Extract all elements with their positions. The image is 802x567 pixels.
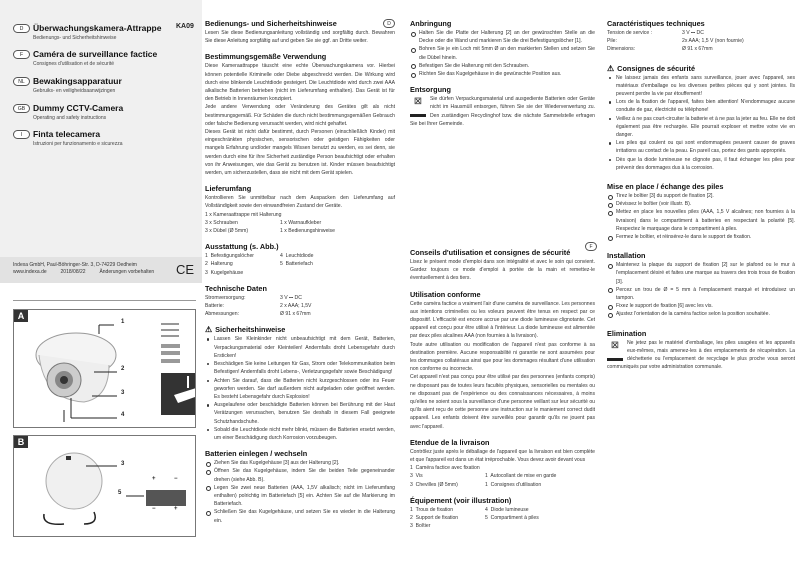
paragraph: Dieses Gerät ist nicht dafür bestimmt, durch Personen (einschließlich Kinder) mit eingeschränkten physischen, sensorischen oder geistigen Fähigkeiten oder mangels Erfahrung und/oder mangels Wissen benutzt zu werden, es sei denn, sie werden durch eine für ihre Sicherheit zuständige Person beaufsichtigt oder erhalten von ihr Anweisungen, wie das Gerät zu benutzen ist. Kinder müssen beaufsichtigt werden, um sicherzustellen, dass sie nicht mit dem Gerät spielen. bbox=[205, 129, 395, 177]
step-item: Richten Sie das Kugelgehäuse in die gewünschte Position aus. bbox=[410, 70, 595, 78]
scope-item: 1 x Kameraattrappe mit Halterung bbox=[205, 211, 282, 218]
lang-badge: F bbox=[13, 50, 30, 59]
intro-text: Lesen Sie diese Bedienungsanleitung vollständig und sorgfältig durch. Bewahren Sie diese Anleitung sorgfältig auf und geben Sie sie ggf. an Dritte weiter. bbox=[205, 30, 395, 45]
step-item: Fixez le support de fixation [6] avec les vis. bbox=[607, 302, 795, 310]
dowels-icon bbox=[161, 344, 180, 363]
lang-badge: I bbox=[13, 130, 30, 139]
step-item: Schließen Sie das Kugelgehäuse, und setzen Sie es wieder in die Halterung ein. bbox=[205, 508, 395, 524]
equip-item: 5 Batteriefach bbox=[280, 261, 313, 268]
polarity-plus: + bbox=[152, 476, 156, 482]
scope-item: 1 Consignes d'utilisation bbox=[485, 481, 542, 488]
recycle-bin-icon: ⊠ bbox=[607, 339, 623, 361]
equip-item: 3 Boîtier bbox=[410, 523, 431, 530]
warning-icon: ⚠ bbox=[607, 63, 615, 73]
safety-item: Les piles qui coulent ou qui sont endommagées peuvent causer de graves irritations au contact de la peau. En pareil cas, portez des gants appropriés. bbox=[607, 139, 795, 155]
step-item: Befestigen Sie die Halterung mit den Schrauben. bbox=[410, 62, 595, 70]
polarity-plus: + bbox=[174, 506, 178, 512]
spec-value: Ø 91 x 67mm bbox=[682, 46, 713, 53]
product-title: Überwachungskamera-Attrappe bbox=[33, 23, 162, 33]
scope-item: 1 Caméra factice avec fixation bbox=[410, 465, 480, 472]
step-item: Ajustez l'orientation de la caméra factice selon la position souhaitée. bbox=[607, 310, 795, 318]
screws-icon bbox=[161, 324, 179, 336]
step-item: Öffnen Sie das Kugelgehäuse, indem Sie die beiden Teile gegeneinander drehen (siehe Abb. B). bbox=[205, 467, 395, 483]
step-item: Tirez le boîtier [3] du support de fixation [2]. bbox=[607, 192, 795, 200]
step-item: Fermez le boîtier, et réinsérez-le dans le support de fixation. bbox=[607, 233, 795, 241]
safety-item: Sobald die Leuchtdiode nicht mehr blinkt, müssen die Batterien ersetzt werden, um einer Beschädigung durch Korrosion vorzubeugen. bbox=[205, 426, 395, 442]
section-heading: Mise en place / échange des piles bbox=[607, 182, 724, 192]
equip-item: 5 Compartiment à piles bbox=[485, 515, 539, 522]
paragraph: Toute autre utilisation ou modification de l'appareil n'est pas conforme à sa destination première. Aucune responsabilité ni garantie ne sont assumées pour les dommages collatéraux ainsi que pour les dommages résultant d'une utilisation non conforme ou incorrecte. bbox=[410, 341, 595, 373]
figure-b bbox=[13, 435, 196, 537]
section-heading: Consignes de sécurité bbox=[617, 63, 696, 73]
section-heading: Anbringung bbox=[410, 19, 452, 28]
equip-item: 2 Support de fixation bbox=[410, 515, 459, 522]
lang-badge: D bbox=[383, 19, 395, 28]
battery-change-illustration bbox=[14, 436, 195, 536]
product-subtitle: Operating and safety instructions bbox=[33, 115, 107, 121]
section-heading: Utilisation conforme bbox=[410, 289, 481, 299]
scope-item: 3 Vis bbox=[410, 473, 423, 480]
warning-icon: ⚠ bbox=[205, 325, 213, 335]
callout-2: 2 bbox=[121, 366, 125, 372]
intro-text: Lisez le présent mode d'emploi dans son intégralité et avec le soin qui convient. Gardez toujours ce mode d'emploi à portée de la main et remettez-le éventuellement à des tiers. bbox=[410, 259, 595, 282]
german-instructions-continued bbox=[410, 19, 595, 128]
product-subtitle: Gebruiks- en veiligheidsaanwijzingen bbox=[33, 88, 116, 94]
rotate-arrow-icon bbox=[44, 514, 64, 524]
figure-label: A bbox=[14, 310, 28, 322]
callout-5: 5 bbox=[118, 490, 122, 496]
product-subtitle: Istruzioni per funzionamento e sicurezza bbox=[33, 141, 123, 147]
callout-3: 3 bbox=[121, 461, 125, 467]
section-heading: Caractéristiques techniques bbox=[607, 19, 705, 28]
company-web-date: www.indexa.de 2018/08/22 Änderungen vorbehalten bbox=[13, 269, 155, 275]
safety-item: Lors de la fixation de l'appareil, faites bien attention! N'endommagez aucune conduite de gaz, électricité ou téléphone! bbox=[607, 98, 795, 114]
figure-a bbox=[13, 309, 196, 428]
spec-value: 3 V ⎓ DC bbox=[280, 294, 302, 301]
paragraph: Diese Kameraattrappe täuscht eine echte Überwachungskamera vor. Hierbei können potentielle Kriminelle oder Diebe abgeschreckt werden. Die Wirkung wird durch eine blinkende Leuchtdiode gesteigert. Die Leuchtdiode wird durch zwei AAA alkalische Batterien betrieben (nicht im Lieferumfang enthalten). Das Gerät ist für den Betrieb in Innenräumen konzipiert. bbox=[205, 63, 395, 103]
spec-label: Pile: bbox=[607, 38, 617, 45]
spec-value: 2 x AAA; 1,5V bbox=[280, 303, 312, 310]
step-item: Ziehen Sie das Kugelgehäuse [3] aus der Halterung [2]. bbox=[205, 459, 395, 467]
section-heading: Sicherheitshinweise bbox=[215, 325, 286, 335]
safety-item: Ne laissez jamais des enfants sans surveillance, jouer avec l'appareil, ses matériaux d'emballage ou les diverses petites pièces qui y sont jointes. Ils peuvent perdre la vie par étouffement! bbox=[607, 74, 795, 99]
section-heading: Ausstattung (s. Abb.) bbox=[205, 242, 279, 252]
company-address: Indexa GmbH, Paul-Böhringer-Str. 3, D-74229 Oedheim bbox=[13, 262, 137, 268]
product-subtitle: Consignes d'utilisation et de sécurité bbox=[33, 61, 115, 67]
equip-item: 4 Leuchtdiode bbox=[280, 253, 314, 260]
section-heading: Lieferumfang bbox=[205, 184, 252, 194]
lang-badge: GB bbox=[13, 104, 30, 113]
scope-item: 3 x Schrauben bbox=[205, 219, 238, 226]
spec-value: 3 V ⎓ DC bbox=[682, 30, 704, 36]
safety-item: Ausgelaufene oder beschädigte Batterien können bei Berührung mit der Haut Verätzungen verursachen, benutzen Sie deshalb in diesem Fall geeignete Schutzhandschuhe. bbox=[205, 401, 395, 426]
section-heading: Entsorgung bbox=[410, 85, 451, 95]
recycle-bin-icon: ⊠ bbox=[410, 95, 426, 117]
disposal-text: Sie dürfen Verpackungsmaterial und ausgediente Batterien oder Geräte nicht im Hausmüll entsorgen, führen Sie sie der Wiederverwertung zu. Den zuständigen Recyclinghof bzw. die nächste Sammelstelle erfragen Sie bei Ihrer Gemeinde. bbox=[410, 96, 595, 127]
section-heading: Etendue de la livraison bbox=[410, 437, 490, 447]
section-heading: Elimination bbox=[607, 328, 647, 338]
section-heading: Installation bbox=[607, 251, 646, 261]
paragraph: Kontrollieren Sie unmittelbar nach dem Auspacken den Lieferumfang auf Vollständigkeit sowie den einwandfreien Zustand der Geräte. bbox=[205, 195, 395, 210]
spec-value: 2x AAA; 1,5 V (non fournie) bbox=[682, 38, 744, 45]
scope-item: 1 x Bedienungshinweise bbox=[280, 228, 335, 235]
section-heading: Technische Daten bbox=[205, 283, 267, 293]
german-instructions bbox=[205, 19, 395, 525]
polarity-minus: − bbox=[174, 476, 178, 482]
divider bbox=[13, 300, 196, 301]
safety-item: Lassen Sie Kleinkinder nicht unbeaufsichtigt mit dem Gerät, Batterien, Verpackungsmaterial oder Kleinteilen! Andernfalls droht Lebensgefahr durch Ersticken! bbox=[205, 335, 395, 360]
safety-item: Dès que la diode lumineuse ne clignote pas, il faut échanger les piles pour prévenir des dommages dus à la corrosion. bbox=[607, 156, 795, 172]
step-item: Halten Sie die Platte der Halterung [2] an der gewünschten Stelle an die Decke oder die Wand und markieren Sie die drei Befestigungslöcher [1]. bbox=[410, 29, 595, 45]
spec-label: Stromversorgung: bbox=[205, 294, 246, 301]
figure-label: B bbox=[14, 436, 28, 448]
section-heading: Bedienungs- und Sicherheitshinweise bbox=[205, 19, 337, 28]
paragraph: Contrôlez juste après le déballage de l'appareil que la livraison est bien complète et que l'appareil est dans un état irréprochable. Vous devez avoir devant vous bbox=[410, 448, 595, 464]
scope-item: 1 x Warnaufkleber bbox=[280, 219, 322, 226]
disposal-text: Ne jetez pas le matériel d'emballage, les piles usagées et les appareils eux-mêmes, mais amenez-les à des emplacements de récupération. La déchetterie ou l'emplacement de recyclage le plus proche vous seront communiqués par votre administration communale. bbox=[607, 339, 795, 371]
callout-3: 3 bbox=[121, 390, 125, 396]
spec-label: Dimensions: bbox=[607, 46, 636, 53]
equip-item: 3 Kugelgehäuse bbox=[205, 269, 244, 276]
section-heading: Batterien einlegen / wechseln bbox=[205, 449, 308, 459]
paragraph: Cet appareil n'est pas conçu pour être utilisé par des personnes (enfants compris) ne disposant pas de toutes leurs facultés physiques, sensorielles ou mentales ou ne disposant pas de l'expérience ou des connaissances nécessaires, à moins qu'elles ne soient sous la surveillance d'une personne veillant sur leur sécurité ou qu'ils aient reçu de cette personne une instruction sur le maniement correct dudit appareil. Les enfants doivent être surveillés pour garantir qu'ils ne jouent pas avec l'appareil. bbox=[410, 374, 595, 430]
product-title: Dummy CCTV-Camera bbox=[33, 103, 124, 113]
equip-item: 2 Halterung bbox=[205, 261, 233, 268]
french-instructions bbox=[410, 244, 595, 530]
scope-item: 3 Chevilles (Ø 5mm) bbox=[410, 481, 458, 488]
callout-1: 1 bbox=[121, 319, 125, 325]
paragraph: Cette caméra factice a vraiment l'air d'une caméra de surveillance. Les personnes aux intentions criminelles ou les voleurs peuvent être tenus en respect par ce dispositif. L'efficacité est encore accrue par une diode lumineuse clignotante. Cet appareil est conçu pour être utilisé à l'intérieur. La diode lumineuse est alimentée par deux piles alcalines AAA (non fournies à la livraison). bbox=[410, 300, 595, 340]
product-title: Caméra de surveillance factice bbox=[33, 49, 158, 59]
safety-item: Beschädigen Sie keine Leitungen für Gas, Strom oder Telekommunikation beim Befestigen! Andernfalls droht Lebens-, Verletzungsgefahr sowie Beschädigung! bbox=[205, 360, 395, 376]
ce-mark: CE bbox=[176, 262, 195, 277]
scope-item: 1 Autocollant de mise en garde bbox=[485, 473, 557, 480]
battery-compartment bbox=[146, 490, 186, 506]
section-heading: Bestimmungsgemäße Verwendung bbox=[205, 52, 327, 62]
spec-label: Batterie: bbox=[205, 303, 224, 310]
section-heading: Équipement (voir illustration) bbox=[410, 495, 512, 505]
step-item: Mettez en place les nouvelles piles (AAA, 1,5 V alcalines; non fournies à la livraison) dans le compartiment à batteries en respectant la polarité [5]. Respectez le marquage dans le compartiment à piles. bbox=[607, 208, 795, 233]
lang-badge: F bbox=[585, 242, 597, 251]
equip-item: 1 Trous de fixation bbox=[410, 506, 454, 513]
step-item: Bohren Sie je ein Loch mit 5mm Ø an den markierten Stellen und setzen Sie die Dübel hinein. bbox=[410, 45, 595, 61]
safety-item: Veillez à ne pas court-circuiter la batterie et à ne pas la jeter au feu. Elle ne doit également pas être rechargée. Elle pourrait exploser et mettre votre vie en danger. bbox=[607, 115, 795, 140]
paragraph: Jede andere Verwendung oder Veränderung des Gerätes gilt als nicht bestimmungsgemäß. Für Schäden die durch nicht bestimmungsgemäßen Gebrauch oder falsche Bedienung verursacht werden, wird nicht gehaftet. bbox=[205, 104, 395, 127]
spec-label: Tension de service : bbox=[607, 30, 653, 36]
step-item: Maintenez la plaque du support de fixation [2] sur le plafond ou le mur à l'emplacement désiré et faites une marque au travers des trois trous de fixation [3]. bbox=[607, 261, 795, 286]
polarity-minus: − bbox=[152, 506, 156, 512]
step-item: Legen Sie zwei neue Batterien (AAA, 1,5V alkalisch; nicht im Lieferumfang enthalten) polrichtig im Batteriefach [5] ein. Achten Sie auf die Markierung im Batteriefach. bbox=[205, 484, 395, 509]
callout-4: 4 bbox=[121, 412, 125, 418]
spec-label: Abmessungen: bbox=[205, 311, 239, 318]
model-number: KA09 bbox=[176, 23, 194, 30]
equip-item: 1 Befestigungslöcher bbox=[205, 253, 254, 260]
step-item: Percez un trou de Ø = 5 mm à l'emplacement marqué et introduisez un tampon. bbox=[607, 286, 795, 302]
equip-item: 4 Diode lumineuse bbox=[485, 506, 529, 513]
dome-camera-illustration bbox=[14, 310, 195, 427]
lang-badge: D bbox=[13, 24, 30, 33]
step-item: Dévissez le boîtier (voir illustr. B). bbox=[607, 200, 795, 208]
safety-item: Achten Sie darauf, dass die Batterien nicht kurzgeschlossen oder ins Feuer geworfen werden. Sie darf außerdem nicht aufgeladen oder geöffnet werden. Es besteht Lebensgefahr durch Explosion! bbox=[205, 377, 395, 402]
product-title: Bewakingsapparatuur bbox=[33, 76, 122, 86]
product-title: Finta telecamera bbox=[33, 129, 101, 139]
scope-item: 3 x Dübel (Ø 5mm) bbox=[205, 228, 249, 235]
spec-value: Ø 91 x 67mm bbox=[280, 311, 311, 318]
french-instructions-continued bbox=[607, 19, 795, 372]
product-subtitle: Bedienungs- und Sicherheitshinweise bbox=[33, 35, 117, 41]
lang-badge: NL bbox=[13, 77, 30, 86]
section-heading: Conseils d'utilisation et consignes de sécurité bbox=[410, 248, 571, 257]
